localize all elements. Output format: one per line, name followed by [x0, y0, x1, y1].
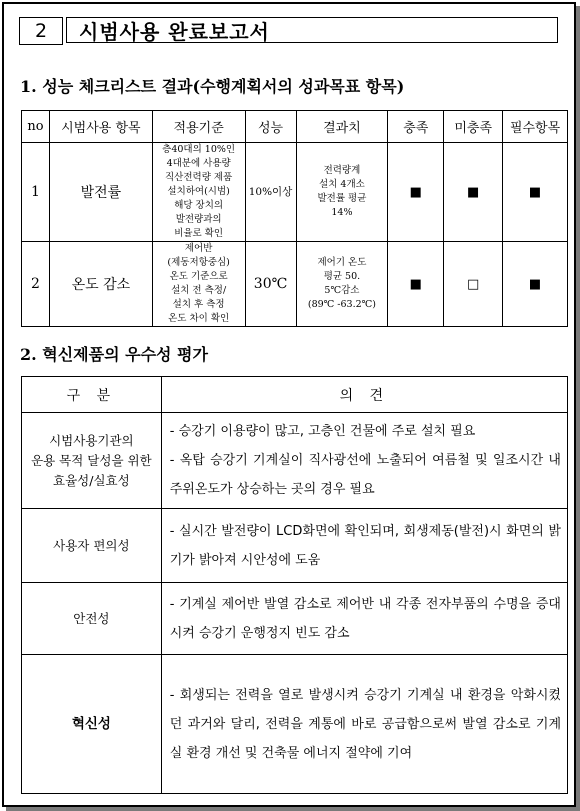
criteria-line: (제동저항중심)	[167, 257, 230, 268]
section-number-box: 2	[19, 17, 63, 45]
table-row	[22, 509, 568, 583]
criteria-line: 해당 장치의	[174, 200, 224, 211]
result-cell	[296, 143, 388, 242]
opinion-cell	[161, 413, 567, 509]
criteria-line: 온도 기준으로	[169, 271, 228, 282]
opinion-text: - 실시간 발전량이 LCD화면에 확인되며, 회생제동(발전)시 화면의 밝기가 밝아져 시안성에 도움	[169, 523, 561, 568]
criteria-line: 제어반	[184, 243, 213, 254]
criteria-line: 층40대의 10%인	[162, 144, 236, 155]
performance-value: 30℃	[245, 242, 296, 327]
column-header: 구 분	[22, 377, 162, 413]
table-row	[22, 655, 568, 794]
checklist-header-row	[22, 111, 568, 143]
result-cell	[296, 242, 388, 327]
column-header: 시범사용 항목	[49, 111, 152, 143]
result-line: 평균 50.	[323, 271, 361, 282]
opinion-text: - 회생되는 전력을 열로 발생시켜 승강기 기계실 내 환경을 악화시켰던 과거와 달리, 전력을 계통에 바로 공급함으로써 발열 감소로 기계실 환경 개선 및 건축물 에너지 절약에 기여	[169, 687, 561, 761]
label-line: 시범사용기관의	[49, 432, 134, 448]
table-row	[22, 143, 568, 242]
checklist-table	[21, 110, 568, 327]
result-line: 설치 4개소	[319, 179, 365, 190]
met-checkbox: ■	[388, 242, 444, 327]
column-header: 의 견	[161, 377, 567, 413]
opinion-text: - 승강기 이용량이 많고, 고층인 건물에 주로 설치 필요	[169, 424, 476, 439]
evaluation-header-row	[22, 377, 568, 413]
result-line: 발전률 평균	[317, 193, 367, 204]
unmet-checkbox: □	[444, 242, 503, 327]
result-line: 제어기 온도	[317, 257, 367, 268]
label-line: 효율성/실효성	[53, 472, 130, 488]
criteria-line: 직산전력량 제품	[165, 172, 233, 183]
opinion-cell	[161, 509, 567, 583]
section-heading-evaluation: 2. 혁신제품의 우수성 평가	[20, 345, 208, 364]
column-header: 충족	[388, 111, 444, 143]
category-label: 사용자 편의성	[22, 509, 162, 583]
criteria-line: 발전량과의	[175, 214, 222, 225]
section-heading-checklist: 1. 성능 체크리스트 결과(수행계획서의 성과목표 항목)	[20, 77, 405, 96]
table-row	[22, 413, 568, 509]
category-label	[22, 413, 162, 509]
result-line: 14%	[331, 207, 353, 218]
row-number: 1	[22, 143, 50, 242]
category-label: 안전성	[22, 583, 162, 655]
criteria-line: 온도 차이 확인	[168, 313, 230, 324]
label-line: 운용 목적 달성을 위한	[31, 452, 152, 468]
column-header: 필수항목	[503, 111, 568, 143]
opinion-text: - 기계실 제어반 발열 감소로 제어반 내 각종 전자부품의 수명을 증대시켜 승강기 운행정지 빈도 감소	[169, 596, 561, 641]
evaluation-table	[21, 376, 568, 794]
column-header: 적용기준	[152, 111, 245, 143]
criteria-line: 비율로 확인	[174, 228, 224, 239]
column-header: 성능	[245, 111, 296, 143]
category-label: 혁신성	[22, 655, 162, 794]
table-row	[22, 583, 568, 655]
column-header: 결과치	[296, 111, 388, 143]
row-number: 2	[22, 242, 50, 327]
column-header: no	[22, 111, 50, 143]
criteria-line: 설치 전 측정/	[171, 285, 227, 296]
unmet-checkbox: ■	[444, 143, 503, 242]
performance-value: 10%이상	[245, 143, 296, 242]
opinion-cell	[161, 583, 567, 655]
opinion-cell	[161, 655, 567, 794]
test-item: 온도 감소	[49, 242, 152, 327]
required-checkbox: ■	[503, 242, 568, 327]
criteria-line: 설치하여(시범)	[167, 186, 230, 197]
result-line: (89℃ -63.2℃)	[307, 299, 376, 310]
table-row	[22, 242, 568, 327]
column-header: 미충족	[444, 111, 503, 143]
criteria-cell	[152, 143, 245, 242]
result-line: 전력량계	[323, 165, 361, 176]
page-title: 시범사용 완료보고서	[66, 17, 558, 43]
met-checkbox: ■	[388, 143, 444, 242]
criteria-line: 4대분에 사용량	[166, 158, 231, 169]
result-line: 5℃감소	[324, 285, 360, 296]
opinion-text: - 옥탑 승강기 기계실이 직사광선에 노출되어 여름철 및 일조시간 내 주위온도가 상승하는 곳의 경우 필요	[169, 453, 561, 497]
required-checkbox: ■	[503, 143, 568, 242]
criteria-cell	[152, 242, 245, 327]
criteria-line: 설치 후 측정	[172, 299, 225, 310]
test-item: 발전률	[49, 143, 152, 242]
